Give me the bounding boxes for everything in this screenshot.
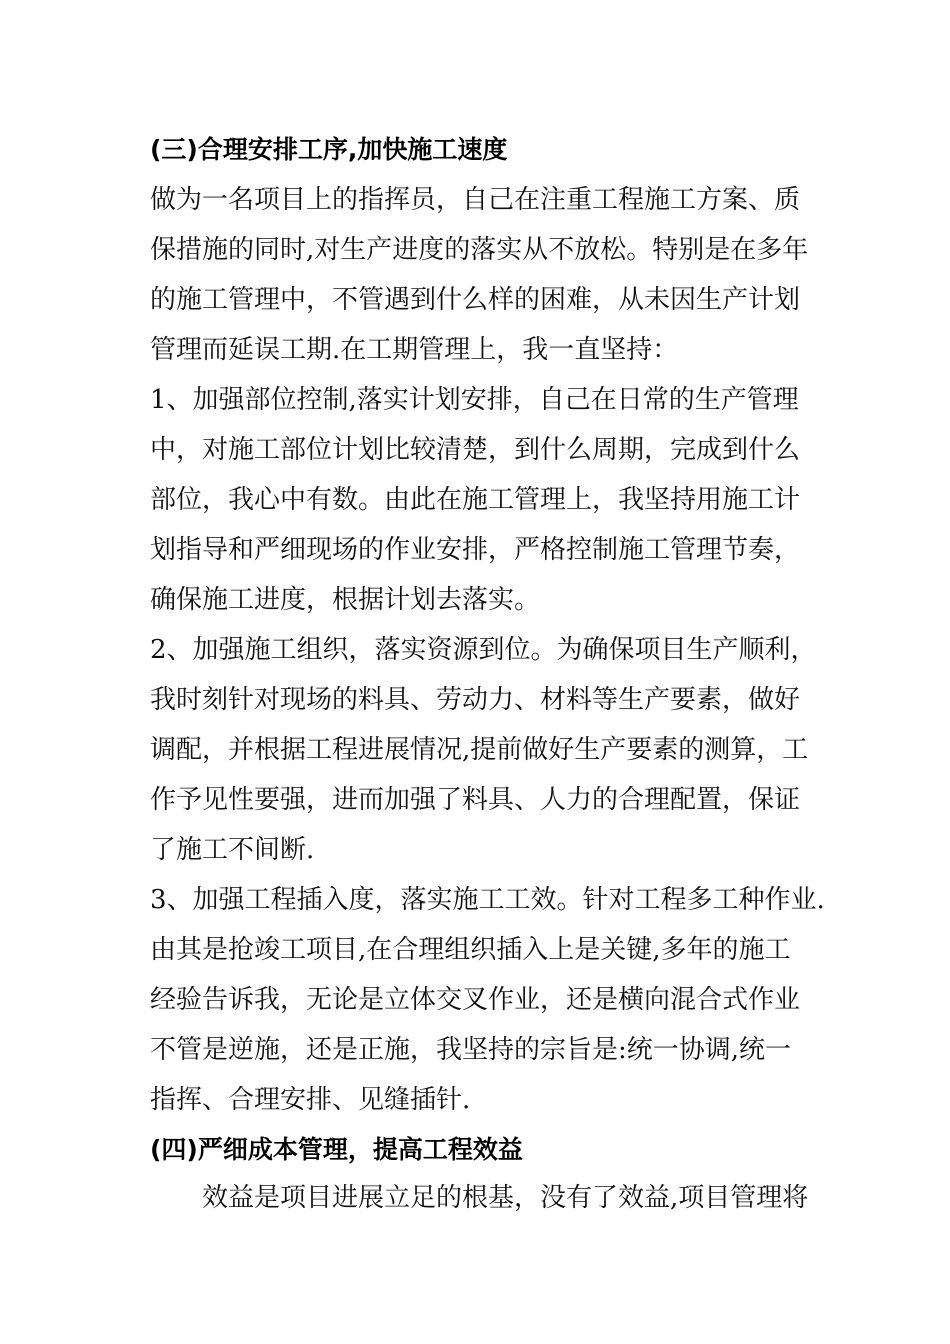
list-item-3-line: 不管是逆施，还是正施，我坚持的宗旨是:统一协调,统一 [150,1035,792,1065]
list-item-1-line: 部位，我心中有数。由此在施工管理上，我坚持用施工计 [150,485,801,515]
list-item-1-line: 划指导和严细现场的作业安排，严格控制施工管理节奏， [150,535,801,565]
list-item-2-line: 调配，并根据工程进展情况,提前做好生产要素的测算，工 [150,735,809,765]
list-item-3-line: 经验告诉我，无论是立体交叉作业，还是横向混合式作业 [150,985,801,1015]
paragraph-line: 管理而延误工期.在工期管理上，我一直坚持： [150,335,679,365]
list-item-3-line: 3、加强工程插入度，落实施工工效。针对工程多工种作业. [150,885,825,915]
list-item-2-line: 了施工不间断. [150,835,315,865]
list-item-1-line: 1、加强部位控制,落实计划安排，自己在日常的生产管理 [150,385,799,415]
paragraph-line: 效益是项目进展立足的根基，没有了效益,项目管理将 [202,1183,809,1213]
list-item-1-line: 中，对施工部位计划比较清楚，到什么周期，完成到什么 [150,435,801,465]
list-item-3-line: 由其是抢竣工项目,在合理组织插入上是关键,多年的施工 [150,935,791,965]
paragraph-line: 保措施的同时,对生产进度的落实从不放松。特别是在多年 [150,235,809,265]
list-item-2-line: 2、加强施工组织，落实资源到位。为确保项目生产顺利， [150,635,817,665]
list-item-2-line: 作予见性要强，进而加强了料具、人力的合理配置，保证 [150,785,801,815]
section-heading-3: (三)合理安排工序,加快施工速度 [150,135,508,164]
paragraph-line: 做为一名项目上的指挥员，自己在注重工程施工方案、质 [150,185,801,215]
list-item-1-line: 确保施工进度，根据计划去落实。 [150,585,541,615]
paragraph-line: 的施工管理中，不管遇到什么样的困难，从未因生产计划 [150,285,801,315]
section-heading-4: (四)严细成本管理，提高工程效益 [150,1135,523,1164]
list-item-3-line: 指挥、合理安排、见缝插针. [150,1085,471,1115]
list-item-2-line: 我时刻针对现场的料具、劳动力、材料等生产要素，做好 [150,685,801,715]
